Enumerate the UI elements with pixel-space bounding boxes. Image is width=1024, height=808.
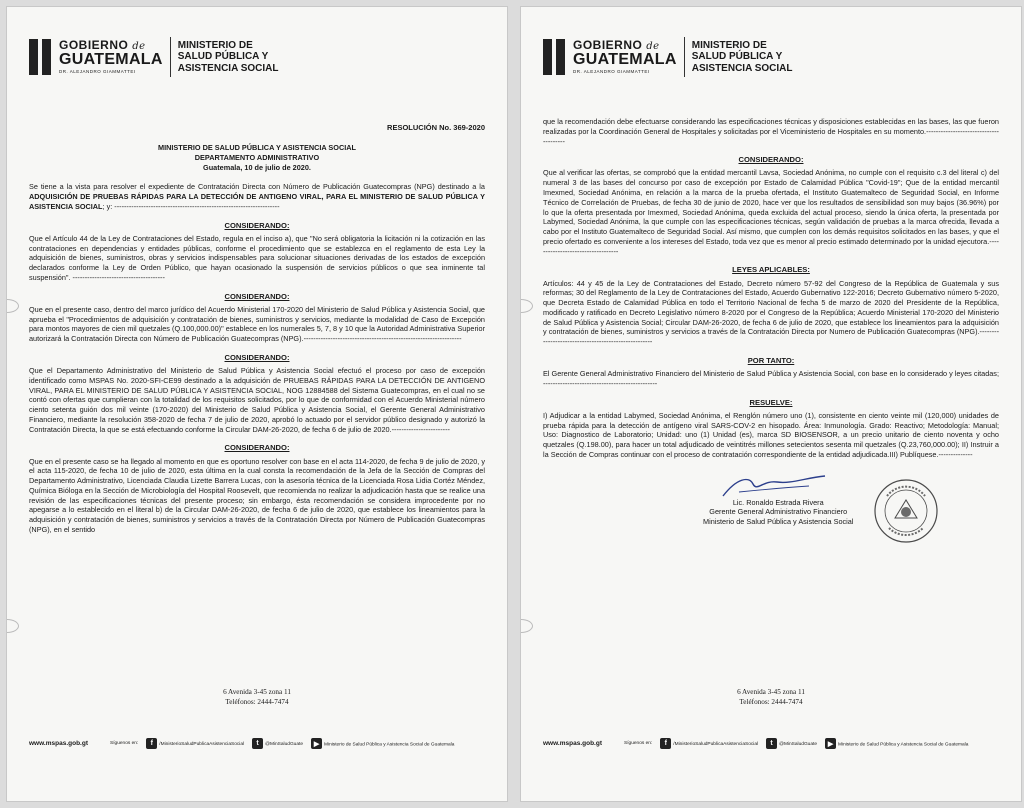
ministry-line: MINISTERIO DE <box>177 39 253 51</box>
section-heading: POR TANTO: <box>747 355 795 365</box>
section-heading: RESUELVE: <box>749 397 793 407</box>
logo-guatemala: GUATEMALA <box>573 51 677 69</box>
document-body <box>29 123 485 535</box>
ministry-line: SALUD PÚBLICA Y <box>691 51 783 63</box>
phone-line: Teléfonos: 2444-7474 <box>739 697 803 706</box>
issuer-line: MINISTERIO DE SALUD PÚBLICA Y ASISTENCIA SOCIAL <box>158 143 356 153</box>
government-logo <box>573 39 677 75</box>
facebook-icon[interactable]: f <box>146 738 157 749</box>
divider <box>170 37 171 77</box>
section-text: Artículos: 44 y 45 de la Ley de Contrataciones del Estado, Decreto número 57-92 del Congreso de la República de Guatemala y sus reformas; 30 del Reglamento de la Ley de Contrataciones del Estado, Acuerdo Gubernativo 122-2016; Decreto Gubernativo número 5-2020, que Decreta Estado de Calamidad Pública en todo el Territorio Nacional de fecha 5 de marzo de 2020 del Presidente de la República, modificado y ratificado en Decreto Legislativo número 8-2020 por el Congreso de la República; Acuerdo Ministerial 170-2020 del Ministerio de Salud Pública y Asistencia Social; Circular DAM-26-2020, de fecha 6 de julio de 2020, que establece los lineamientos para la adquisición y contratación de bienes, suministros y servicios a través de la Contratación Directa por Numero de Publicación Guatecompras (NPG).----------------------------------------------------- <box>543 278 999 347</box>
footer-bar <box>543 738 999 749</box>
intro-subject: ADQUISICIÓN DE PRUEBAS RÁPIDAS PARA LA DETECCIÓN DE ANTIGENO VIRAL, PARA EL MINISTERIO DE SALUD PÚBLICA Y ASISTENCIA SOCIAL <box>29 192 485 211</box>
letterhead <box>29 27 485 87</box>
twitter-icon[interactable]: t <box>766 738 777 749</box>
phone-line: Teléfonos: 2444-7474 <box>225 697 289 706</box>
document-page-2 <box>520 6 1022 802</box>
website-link[interactable]: www.mspas.gob.gt <box>543 740 602 747</box>
ministry-line: SALUD PÚBLICA Y <box>177 51 269 63</box>
facebook-handle[interactable]: /MinisterioSaludPublicaAsistenciaSocial <box>673 742 759 747</box>
logo-subline: DR. ALEJANDRO GIAMMATTEI <box>573 69 650 75</box>
section-heading: CONSIDERANDO: <box>224 443 290 453</box>
government-logo <box>59 39 163 75</box>
footer-address <box>7 688 507 707</box>
twitter-icon[interactable]: t <box>252 738 263 749</box>
intro-paragraph <box>29 182 485 211</box>
section-heading: CONSIDERANDO: <box>738 155 804 165</box>
logo-bars-icon <box>29 39 51 75</box>
document-body <box>543 117 999 552</box>
issuer-line: DEPARTAMENTO ADMINISTRATIVO <box>194 152 320 162</box>
ministry-line: MINISTERIO DE <box>691 39 767 51</box>
section-text: Que el Artículo 44 de la Ley de Contrataciones del Estado, regula en el inciso a), que "No será obligatoria la licitación ni la cotización en las contrataciones en dependencias y entidades públicas, conforme el procedimiento que se establezca en el reglamento de esta Ley la adquisición de bienes, suministros, obras y servicios indispensables para solucionar situaciones derivadas de los estados de excepción declarados conforme la Ley de Orden Público, que hayan ocasionado la suspensión de servicios públicos o que sea inminente tal suspensión". -------------------------------------- <box>29 233 485 282</box>
section-heading: CONSIDERANDO: <box>224 220 290 230</box>
intro-text: Se tiene a la vista para resolver el expediente de Contratación Directa con Número de Publicación Guatecompras (NPG) destinado a la <box>29 182 485 192</box>
logo-bars-icon <box>543 39 565 75</box>
signature-block <box>543 472 999 552</box>
website-link[interactable]: www.mspas.gob.gt <box>29 740 88 747</box>
official-seal-stamp <box>873 478 939 544</box>
youtube-icon[interactable]: ▶ <box>311 738 322 749</box>
logo-subline: DR. ALEJANDRO GIAMMATTEI <box>59 69 136 75</box>
section-text: Que al verificar las ofertas, se comprobó que la entidad mercantil Lavsa, Sociedad Anónima, no cumple con el requisito c.3 del literal c) del numeral 3 de las bases del concurso por caso de excepción por Estado de Calamidad Pública "Covid-19"; Que de la entidad mercantil Imexmed, Sociedad Anónima, en relación a la marca de la prueba ofertada, el Instituto Guatemalteco de Seguridad Social, en Informe Técnico de Correlación de Pruebas, de fecha 30 de junio de 2020, hace ver que los resultados de sensibilidad son muy bajos (36.96%) por lo que la oferta presentada por Imexmed, Sociedad Anónima, queda excluida del actual proceso, siendo la única oferta, la presentada por Labymed, Sociedad Anónima, la que cumple con las especificaciones técnicas, según validación de pruebas a la marca ofrecida, llevada a cabo por el Instituto Guatemalteco de Seguridad Social. Así mismo, que cumplen con los demás requisitos solicitados en las bases, y que el precio ofertado es conveniente a los intereses del Estado, toda vez que es menor al precio estimado determinado por la unidad ejecutora.----------------------------------- <box>543 168 999 256</box>
document-page-1 <box>6 6 508 802</box>
logo-gobierno: GOBIERNO <box>573 38 643 53</box>
footer-bar <box>29 738 485 749</box>
youtube-channel[interactable]: Ministerio de Salud Pública y Asistencia Social de Guatemala <box>838 742 969 748</box>
signer-name: Lic. Ronaldo Estrada Rivera <box>732 497 824 507</box>
section-text: Que en el presente caso, dentro del marco jurídico del Acuerdo Ministerial 170-2020 del Ministerio de Salud Pública y Asistencia Social, que aprueba el "Procedimientos de adquisición y contratación de bienes, suministros y servicios, mediante la modalidad de Caso de Excepción para montos mayores de cien mil quetzales (Q.100,000.00)" establece en los numerales 5, 7, 8 y 10 que la Autoridad Administrativa Superior autorizará la Contratación Directa con Número de Publicación Guatecompras (NPG).----------------------------------------------------------------- <box>29 304 485 344</box>
section <box>29 292 485 344</box>
youtube-icon[interactable]: ▶ <box>825 738 836 749</box>
section <box>543 398 999 460</box>
divider <box>684 37 685 77</box>
logo-gobierno: GOBIERNO <box>59 38 129 53</box>
address-line: 6 Avenida 3-45 zona 11 <box>737 688 805 697</box>
section <box>543 155 999 256</box>
follow-label: Síguenos en: <box>110 741 139 746</box>
signer-title: Gerente General Administrativo Financiero <box>709 507 848 517</box>
continuation-text: que la recomendación debe efectuarse considerando las especificaciones técnicas y disposiciones establecidas en las bases, las que fueron realizadas por la Coordinación General de Hospitales y solicitadas por el Viceministerio de Hospitales en su momento.--------------------------------------- <box>543 117 999 146</box>
logo-de: de <box>646 41 660 53</box>
section <box>29 353 485 435</box>
ministry-name <box>692 40 793 75</box>
section-text: I) Adjudicar a la entidad Labymed, Sociedad Anónima, el Renglón número uno (1), consistente en ciento veinte mil (120,000) unidades de prueba rápida para la detección de antígeno viral SARS-COV-2 en hisopado. Área: Inmunología. Grado: Reactivo; Metodología: Manual; Uso: Diagnostico de Laboratorio; Unidad: uno (1) Unidad (es), marca SD BIOSENSOR, a un precio unitario de ciento noventa y ocho quetzales (Q.198.00), para hacer un total adjudicado de veintitrés millones setecientos sesenta mil quetzales (Q.23,760,000.00); II) Instruir a la Sección de Compras continuar con el proceso de contratación correspondiente de la entidad adjudicada.III) Publíquese.-------------- <box>543 410 999 459</box>
issuer-block <box>29 143 485 172</box>
intro-tail: ; y: -------------------------------------------------------------------- <box>102 201 280 211</box>
follow-label: Síguenos en: <box>624 741 653 746</box>
punch-hole <box>520 619 533 633</box>
issuer-date: Guatemala, 10 de julio de 2020. <box>203 162 311 172</box>
logo-de: de <box>132 41 146 53</box>
signer-info <box>703 498 853 528</box>
section-heading: CONSIDERANDO: <box>224 352 290 362</box>
punch-hole <box>6 299 19 313</box>
punch-hole <box>6 619 19 633</box>
section-text: El Gerente General Administrativo Financiero del Ministerio de Salud Pública y Asistencia Social, con base en lo considerado y leyes citadas; ----------------------------------------------- <box>543 369 999 388</box>
youtube-channel[interactable]: Ministerio de Salud Pública y Asistencia Social de Guatemala <box>324 742 455 748</box>
ministry-line: ASISTENCIA SOCIAL <box>177 62 279 74</box>
twitter-handle[interactable]: @MinSaludGuate <box>265 742 304 747</box>
section <box>29 221 485 283</box>
section-text: Que el Departamento Administrativo del Ministerio de Salud Pública y Asistencia Social efectuó el proceso por caso de excepción identificado como MSPAS No. 2020-SFI-CE99 destinado a la adquisición de PRUEBAS RÁPIDAS PARA LA DETECCIÓN DE ANTIGENO VIRAL, PARA EL MINISTERIO DE SALUD PÚBLICA Y ASISTENCIA SOCIAL, NOG 12884588 del Sistema Guatecompras, en el cual no se contó con ofertas que cumplieran con la totalidad de los requisitos solicitados, por lo que de conformidad con el Acuerdo Ministerial número ciento setenta guión dos mil veinte (170-2020) del Ministerio de Salud Pública y Asistencia Social, el Gerente General Administrativo Financiero, mediante la resolución 358-2020 de fecha 7 de julio de 2020, aprobó lo actuado por el servidor público designado y autorizó la Contratación Directa, la que se está efectuando conforme la Circular DAM-26-2020, de fecha 6 de julio de 2020.------------------------ <box>29 366 485 434</box>
twitter-handle[interactable]: @MinSaludGuate <box>779 742 818 747</box>
logo-guatemala: GUATEMALA <box>59 51 163 69</box>
section <box>543 265 999 347</box>
facebook-handle[interactable]: /MinisterioSaludPublicaAsistenciaSocial <box>159 742 245 747</box>
resolution-number: RESOLUCIÓN No. 369-2020 <box>387 123 485 132</box>
signer-institution: Ministerio de Salud Pública y Asistencia Social <box>703 517 854 527</box>
section-heading: CONSIDERANDO: <box>224 291 290 301</box>
ministry-line: ASISTENCIA SOCIAL <box>691 62 793 74</box>
ministry-name <box>178 40 279 75</box>
section-text: Que en el presente caso se ha llegado al momento en que es oportuno resolver con base en el acta 114-2020, de fecha 9 de julio de 2020, y el acta 115-2020, de fecha 10 de julio de 2020, esta última en la cual consta la recomendación de la Jefa de la Sección de Compras del Departamento Administrativo, Licenciada Claudia Lizette Barrera Lucas, con la asesoría técnica de la Licenciada Rosa Lidia Cortéz Méndez, Química Bióloga en la Sección de Microbiología del Hospital Roosevelt, que recomienda no realizar la adjudicación hasta que se realice una revisión de las especificaciones técnicas del presente proceso; sin embargo, ésta recomendación se considera improcedente por no apegarse a lo establecido en el literal b) de la Circular DAM-26-2020, de fecha 6 de julio de 2020, que establece los lineamientos para la adquisición y contratación de bienes, suministros y servicios a través de la Contratación Directa por Número de Publicación Guatecompras (NPG), en el sentido <box>29 456 485 534</box>
punch-hole <box>520 299 533 313</box>
section <box>29 443 485 534</box>
footer-address <box>521 688 1021 707</box>
section-heading: LEYES APLICABLES: <box>732 265 810 275</box>
letterhead <box>543 27 999 87</box>
address-line: 6 Avenida 3-45 zona 11 <box>223 688 291 697</box>
section <box>543 356 999 389</box>
facebook-icon[interactable]: f <box>660 738 671 749</box>
